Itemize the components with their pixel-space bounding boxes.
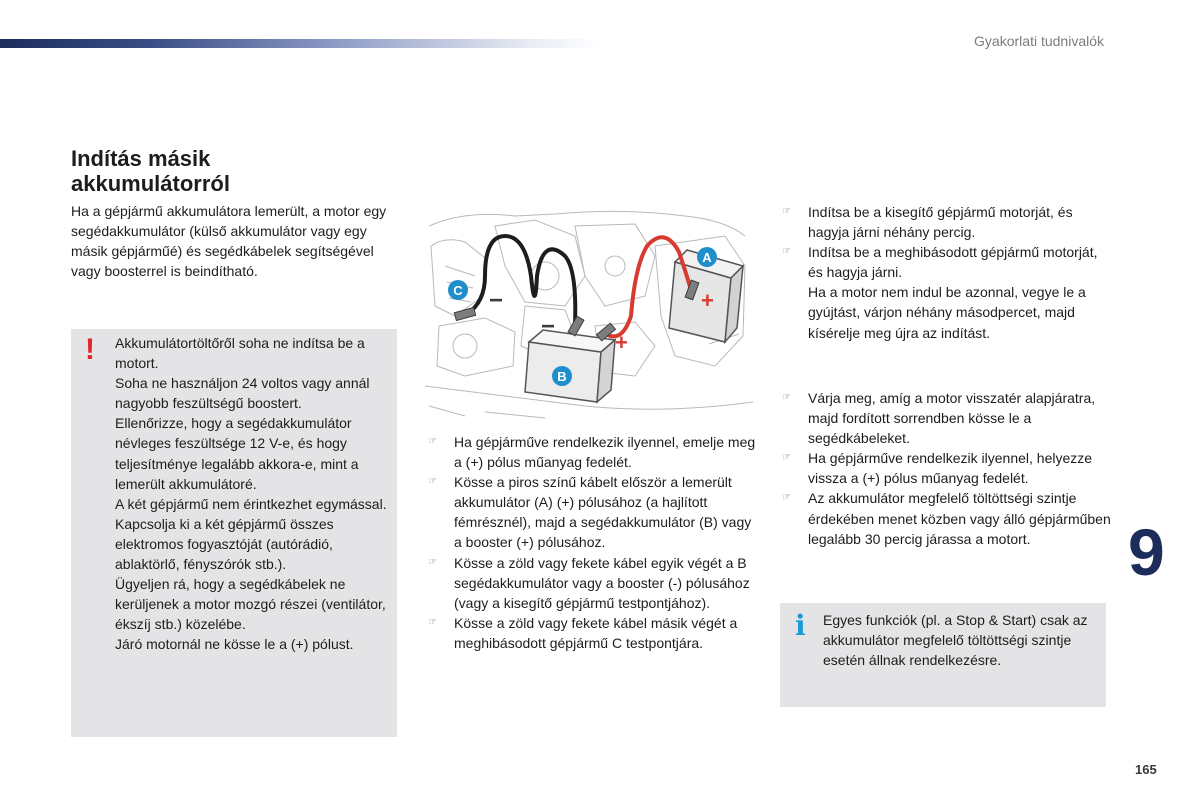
steps-list-middle bbox=[428, 432, 758, 653]
warning-paragraph: A két gépjármű nem érintkezhet egymással. bbox=[115, 495, 387, 512]
step-text: Kösse a zöld vagy fekete kábel egyik végét a B segédakkumulátor vagy a booster (-) pólusához (vagy a kisegítő gépjármű testpontjához). bbox=[454, 554, 750, 611]
warning-exclamation-icon: ! bbox=[85, 333, 95, 366]
step-item bbox=[782, 202, 1112, 242]
info-text: Egyes funkciók (pl. a Stop & Start) csak az akkumulátor megfelelő töltöttségi szintje esetén állnak rendelkezésre. bbox=[823, 612, 1088, 669]
bullet-pointer-icon: ☞ bbox=[428, 616, 437, 628]
bullet-pointer-icon: ☞ bbox=[428, 436, 437, 447]
steps-list-right-top bbox=[782, 202, 1112, 343]
step-text: Az akkumulátor megfelelő töltöttségi szintje érdekében menet közben vagy álló gépjárműben legalább 30 percig járassa a motort. bbox=[808, 490, 1111, 547]
step-item bbox=[428, 432, 758, 472]
step-extra-text: Ha a motor nem indul be azonnal, vegye le a gyújtást, várjon néhány másodpercet, majd kísérelje meg újra az indítást. bbox=[808, 284, 1086, 341]
steps-list-right-bottom bbox=[782, 388, 1112, 549]
badge-c bbox=[448, 280, 468, 300]
step-text: Indítsa be a meghibásodott gépjármű motorját, és hagyja járni. bbox=[808, 244, 1098, 281]
badge-a bbox=[697, 247, 717, 267]
page-heading-line-1: Indítás másik bbox=[71, 146, 211, 171]
warning-paragraph: Akkumulátortöltőről soha ne indítsa be a motort. bbox=[115, 335, 365, 372]
warning-paragraph: Ellenőrizze, hogy a segédakkumulátor névleges feszültsége 12 V-e, és hogy teljesítménye legalább akkora-e, mint a lemerült akkumulátoré. bbox=[115, 415, 359, 492]
step-text: Indítsa be a kisegítő gépjármű motorját, és hagyja járni néhány percig. bbox=[808, 204, 1073, 241]
bullet-pointer-icon: ☞ bbox=[782, 492, 791, 504]
step-text: Kösse a zöld vagy fekete kábel másik végét a meghibásodott gépjármű C testpontjára. bbox=[454, 614, 738, 651]
plus-sign-a: + bbox=[701, 288, 714, 313]
step-text: Ha gépjárműve rendelkezik ilyennel, emelje meg a (+) pólus műanyag fedelét. bbox=[454, 434, 756, 471]
warning-box bbox=[71, 329, 397, 737]
section-title: Gyakorlati tudnivalók bbox=[974, 33, 1104, 49]
warning-text bbox=[115, 333, 393, 655]
step-text: Várja meg, amíg a motor visszatér alapjáratra, majd fordított sorrendben kösse le a segédkábeleket. bbox=[808, 390, 1096, 447]
intro-paragraph: Ha a gépjármű akkumulátora lemerült, a motor egy segédakkumulátor (külső akkumulátor vagy egy másik gépjárműé) és segédkábelek segítségével vagy boosterrel is beindítható. bbox=[71, 203, 387, 279]
page-heading bbox=[71, 146, 371, 196]
chapter-number: 9 bbox=[1128, 515, 1165, 589]
step-item bbox=[428, 553, 758, 613]
badge-b bbox=[552, 366, 572, 386]
badge-c-label: C bbox=[453, 283, 463, 298]
bullet-pointer-icon: ☞ bbox=[782, 246, 791, 258]
page-heading-line-2: akkumulátorról bbox=[71, 171, 230, 196]
black-cable bbox=[467, 236, 575, 324]
warning-paragraph: Járó motornál ne kösse le a (+) pólust. bbox=[115, 636, 354, 653]
bullet-pointer-icon: ☞ bbox=[428, 556, 437, 568]
step-item bbox=[782, 242, 1112, 342]
info-icon: i bbox=[795, 609, 806, 642]
step-text: Kösse a piros színű kábelt először a lemerült akkumulátor (A) (+) pólusához (a hajlított fémrésznél), majd a segédakkumulátor (B) vagy a booster (+) pólusához. bbox=[454, 474, 752, 551]
jump-start-diagram bbox=[425, 206, 753, 423]
warning-paragraph: Ügyeljen rá, hogy a segédkábelek ne kerüljenek a motor mozgó részei (ventilátor, ékszíj stb.) közelébe. bbox=[115, 576, 386, 633]
step-item bbox=[428, 613, 758, 653]
badge-b-label: B bbox=[557, 369, 567, 384]
bullet-pointer-icon: ☞ bbox=[428, 476, 437, 488]
info-box bbox=[780, 603, 1106, 707]
step-item bbox=[782, 448, 1112, 488]
bullet-pointer-icon: ☞ bbox=[782, 452, 791, 464]
page-number: 165 bbox=[1135, 762, 1157, 777]
warning-paragraph: Kapcsolja ki a két gépjármű összes elektromos fogyasztóját (autórádió, ablaktörlő, fényszórók stb.). bbox=[115, 515, 334, 573]
warning-paragraph: Soha ne használjon 24 voltos vagy annál nagyobb feszültségű boostert. bbox=[115, 375, 370, 412]
badge-a-label: A bbox=[702, 250, 712, 265]
plus-sign-b: + bbox=[615, 330, 628, 355]
step-item bbox=[782, 388, 1112, 448]
header-gradient-bar bbox=[0, 39, 600, 48]
minus-sign-b: − bbox=[541, 313, 556, 340]
step-item bbox=[428, 472, 758, 552]
bullet-pointer-icon: ☞ bbox=[782, 392, 791, 403]
step-text: Ha gépjárműve rendelkezik ilyennel, helyezze vissza a (+) pólus műanyag fedelét. bbox=[808, 450, 1093, 487]
bullet-pointer-icon: ☞ bbox=[782, 206, 791, 217]
step-item bbox=[782, 488, 1112, 548]
minus-sign-c: − bbox=[489, 287, 504, 314]
